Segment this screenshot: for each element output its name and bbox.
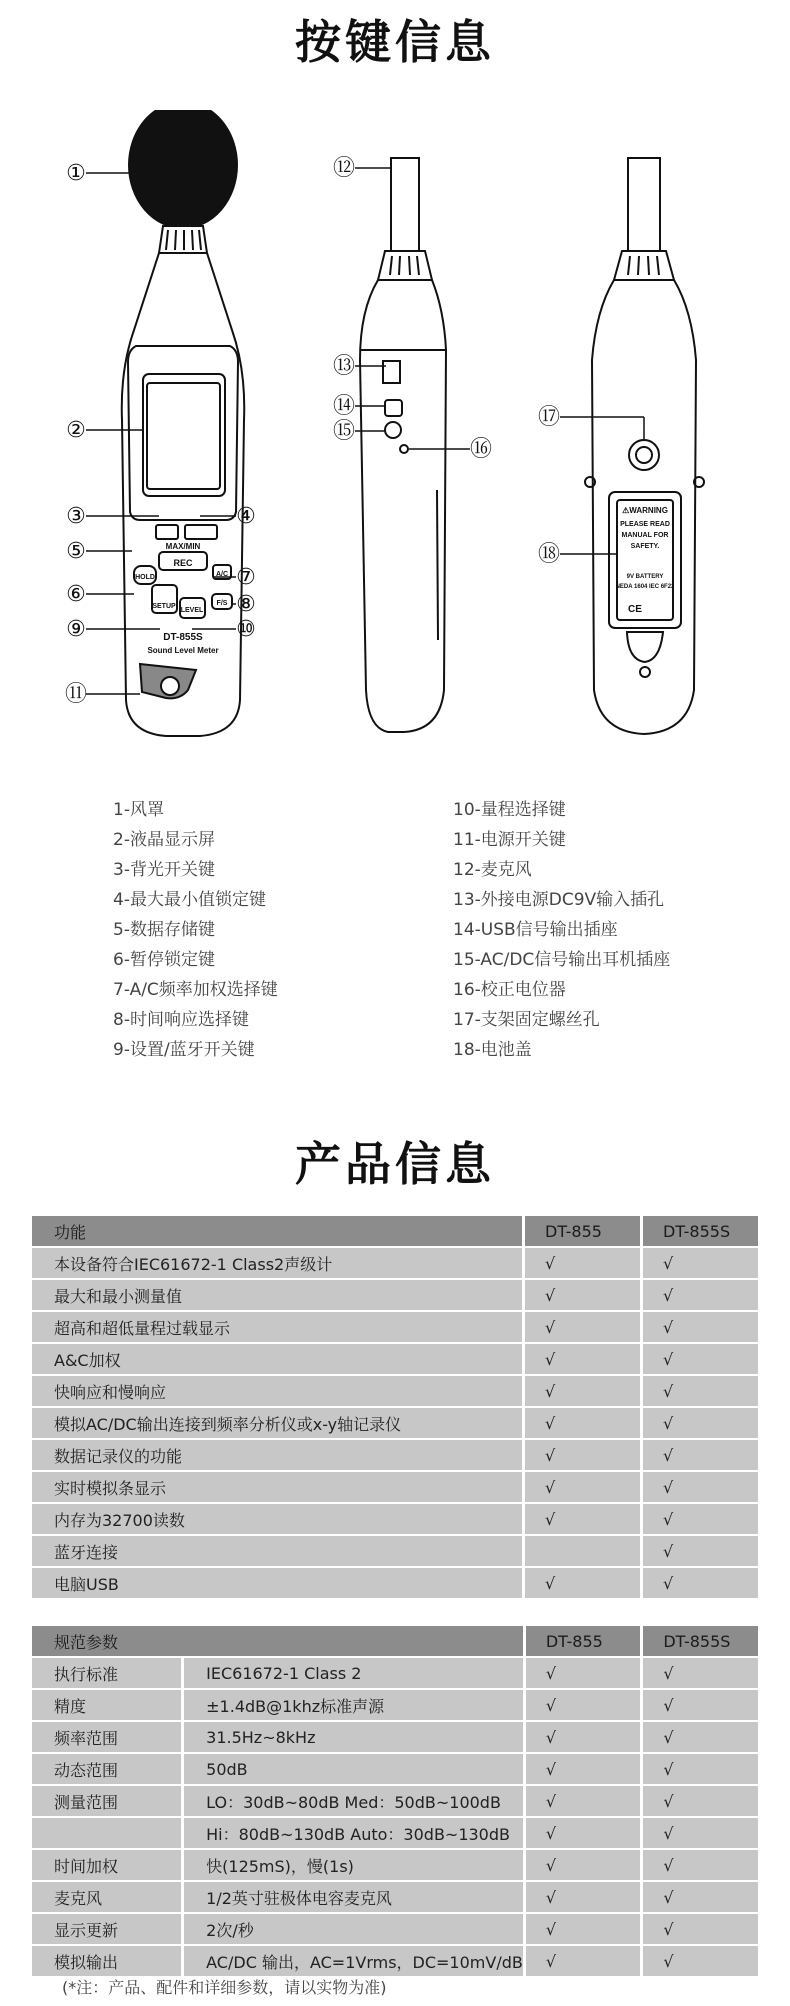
table-cell: 本设备符合IEC61672-1 Class2声级计 <box>32 1247 524 1279</box>
callout-1: ① <box>66 161 86 186</box>
table-row <box>32 1407 758 1439</box>
table-cell: 执行标准 <box>32 1657 183 1689</box>
table-cell: √ <box>642 1407 759 1439</box>
legend-item: 10-量程选择键 <box>453 800 566 820</box>
table-cell: √ <box>524 1657 641 1689</box>
header-cell: 规范参数 <box>32 1626 524 1657</box>
table-row <box>32 1817 758 1849</box>
table-cell: 内存为32700读数 <box>32 1503 524 1535</box>
ac-key-text: A/C <box>215 571 229 578</box>
legend-item: 12-麦克风 <box>453 860 532 880</box>
table-cell: √ <box>524 1945 641 1977</box>
callout-17: ⑰ <box>537 405 561 430</box>
table-cell: 50dB <box>183 1753 525 1785</box>
table-cell: √ <box>642 1471 759 1503</box>
callout-9: ⑨ <box>66 617 86 642</box>
table-header-row <box>32 1626 758 1657</box>
battery-manual-text: MANUAL FOR <box>621 532 669 539</box>
table-cell: 蓝牙连接 <box>32 1535 524 1567</box>
table-row <box>32 1657 758 1689</box>
table-row <box>32 1375 758 1407</box>
callout-6: ⑥ <box>66 582 86 607</box>
table-cell: √ <box>642 1817 758 1849</box>
table-cell: LO：30dB~80dB Med：50dB~100dB <box>183 1785 525 1817</box>
table-cell: 模拟输出 <box>32 1945 183 1977</box>
callout-4: ④ <box>236 504 256 529</box>
callout-18: ⑱ <box>537 542 561 567</box>
table-cell: √ <box>642 1343 759 1375</box>
callout-13: ⑬ <box>332 354 356 379</box>
battery-neda-text: NEDA 1604 IEC 6F22 <box>615 584 675 590</box>
table-row <box>32 1535 758 1567</box>
callout-5: ⑤ <box>66 539 86 564</box>
table-cell: √ <box>524 1343 642 1375</box>
header-cell: DT-855 <box>524 1216 642 1247</box>
header-cell: DT-855S <box>642 1626 758 1657</box>
table-cell: 2次/秒 <box>183 1913 525 1945</box>
table-cell: √ <box>524 1439 642 1471</box>
table-cell: √ <box>642 1785 758 1817</box>
rec-key-text: REC <box>173 558 193 568</box>
table-cell: 显示更新 <box>32 1913 183 1945</box>
table-cell: √ <box>642 1311 759 1343</box>
table-row <box>32 1945 758 1977</box>
legend-item: 2-液晶显示屏 <box>113 830 215 850</box>
table-cell: √ <box>642 1503 759 1535</box>
legend-right <box>453 795 670 1065</box>
table-row <box>32 1785 758 1817</box>
table-cell: √ <box>524 1471 642 1503</box>
table-cell: √ <box>524 1279 642 1311</box>
table-cell: √ <box>642 1849 758 1881</box>
legend-item: 11-电源开关键 <box>453 830 566 850</box>
legend-item: 16-校正电位器 <box>453 980 566 1000</box>
feature-table <box>32 1216 758 1600</box>
legend-item: 6-暂停锁定键 <box>113 950 215 970</box>
table-cell: √ <box>642 1881 758 1913</box>
table-cell: √ <box>642 1567 759 1599</box>
table-row <box>32 1721 758 1753</box>
table-cell: √ <box>642 1689 758 1721</box>
table-cell: √ <box>642 1753 758 1785</box>
battery-read-text: PLEASE READ <box>620 521 670 528</box>
legend-item: 13-外接电源DC9V输入插孔 <box>453 890 665 910</box>
table-cell: 超高和超低量程过载显示 <box>32 1311 524 1343</box>
legend-left <box>113 795 278 1065</box>
legend-item: 4-最大最小值锁定键 <box>113 890 266 910</box>
legend-item: 3-背光开关键 <box>113 860 215 880</box>
table-cell: 频率范围 <box>32 1721 183 1753</box>
table-cell: √ <box>524 1689 641 1721</box>
table-cell: √ <box>524 1311 642 1343</box>
table-cell: 快响应和慢响应 <box>32 1375 524 1407</box>
legend-item: 1-风罩 <box>113 800 164 820</box>
callout-14: ⑭ <box>332 394 356 419</box>
table-cell: 测量范围 <box>32 1785 183 1817</box>
table-row <box>32 1503 758 1535</box>
callout-10: ⑩ <box>236 617 256 642</box>
header-cell: DT-855 <box>524 1626 641 1657</box>
table-cell: IEC61672-1 Class 2 <box>183 1657 525 1689</box>
table-cell: √ <box>524 1753 641 1785</box>
table-cell: √ <box>524 1247 642 1279</box>
table-cell: 精度 <box>32 1689 183 1721</box>
footnote: (*注：产品、配件和详细参数，请以实物为准) <box>62 1978 387 1997</box>
level-key-text: LEVEL <box>180 607 204 614</box>
table-cell: 时间加权 <box>32 1849 183 1881</box>
legend-item: 18-电池盖 <box>453 1040 532 1060</box>
table-row <box>32 1343 758 1375</box>
table-cell: 31.5Hz~8kHz <box>183 1721 525 1753</box>
table-cell: A&C加权 <box>32 1343 524 1375</box>
table-cell: √ <box>524 1849 641 1881</box>
table-row <box>32 1849 758 1881</box>
table-row <box>32 1913 758 1945</box>
header-cell: 功能 <box>32 1216 524 1247</box>
spec-table <box>32 1626 758 1978</box>
device-model-text: DT-855S <box>163 632 203 643</box>
table-row <box>32 1753 758 1785</box>
table-cell <box>524 1535 642 1567</box>
callout-2: ② <box>66 418 86 443</box>
callout-7: ⑦ <box>236 565 256 590</box>
table-cell: √ <box>524 1785 641 1817</box>
table-row <box>32 1247 758 1279</box>
table-cell: √ <box>524 1375 642 1407</box>
table-row <box>32 1881 758 1913</box>
battery-type-text: 9V BATTERY <box>626 574 664 580</box>
table-cell: 模拟AC/DC输出连接到频率分析仪或x-y轴记录仪 <box>32 1407 524 1439</box>
table-cell: √ <box>642 1279 759 1311</box>
callout-8: ⑧ <box>236 592 256 617</box>
table-header-row <box>32 1216 758 1247</box>
device-diagram <box>0 110 790 750</box>
table-row <box>32 1567 758 1599</box>
table-cell: √ <box>642 1247 759 1279</box>
setup-key-text: SETUP <box>152 603 176 610</box>
table-row <box>32 1439 758 1471</box>
table-cell: Hi：80dB~130dB Auto：30dB~130dB <box>183 1817 525 1849</box>
legend-item: 9-设置/蓝牙开关键 <box>113 1040 255 1060</box>
table-row <box>32 1311 758 1343</box>
table-cell: √ <box>642 1375 759 1407</box>
table-cell: ±1.4dB@1khz标准声源 <box>183 1689 525 1721</box>
maxmin-key-text: MAX/MIN <box>165 542 201 551</box>
device-subtitle-text: Sound Level Meter <box>147 646 219 655</box>
table-cell: AC/DC 输出，AC=1Vrms，DC=10mV/dB <box>183 1945 525 1977</box>
callout-3: ③ <box>66 504 86 529</box>
callout-15: ⑮ <box>332 419 356 444</box>
header-cell: DT-855S <box>642 1216 759 1247</box>
table-cell: √ <box>524 1407 642 1439</box>
section-title-keys: 按键信息 <box>295 15 495 69</box>
battery-safety-text: SAFETY. <box>630 543 660 550</box>
table-cell: √ <box>642 1721 758 1753</box>
callout-16: ⑯ <box>469 437 493 462</box>
table-row <box>32 1471 758 1503</box>
table-cell: √ <box>642 1657 758 1689</box>
table-cell: √ <box>642 1439 759 1471</box>
table-cell: 动态范围 <box>32 1753 183 1785</box>
ce-mark-text: CE <box>628 604 642 615</box>
table-cell <box>32 1817 183 1849</box>
table-cell: √ <box>642 1913 758 1945</box>
table-cell: √ <box>642 1945 758 1977</box>
table-cell: √ <box>642 1535 759 1567</box>
table-cell: √ <box>524 1913 641 1945</box>
battery-warning-text: ⚠WARNING <box>622 506 668 515</box>
table-cell: 麦克风 <box>32 1881 183 1913</box>
legend-item: 8-时间响应选择键 <box>113 1010 249 1030</box>
table-cell: √ <box>524 1503 642 1535</box>
table-cell: √ <box>524 1721 641 1753</box>
legend-item: 14-USB信号输出插座 <box>453 920 618 940</box>
section-title-product: 产品信息 <box>295 1137 495 1191</box>
legend-item: 5-数据存储键 <box>113 920 215 940</box>
table-cell: 最大和最小测量值 <box>32 1279 524 1311</box>
table-cell: 电脑USB <box>32 1567 524 1599</box>
hold-key-text: HOLD <box>135 574 155 581</box>
fs-key-text: F/S <box>216 600 228 607</box>
table-cell: √ <box>524 1881 641 1913</box>
table-cell: 数据记录仪的功能 <box>32 1439 524 1471</box>
legend-item: 15-AC/DC信号输出耳机插座 <box>453 950 671 970</box>
legend-item: 7-A/C频率加权选择键 <box>113 980 278 1000</box>
table-cell: 1/2英寸驻极体电容麦克风 <box>183 1881 525 1913</box>
table-row <box>32 1689 758 1721</box>
callout-12: ⑫ <box>332 156 356 181</box>
callout-11: ⑪ <box>64 682 88 707</box>
table-cell: 快(125mS)，慢(1s) <box>183 1849 525 1881</box>
table-row <box>32 1279 758 1311</box>
table-cell: √ <box>524 1567 642 1599</box>
table-cell: 实时模拟条显示 <box>32 1471 524 1503</box>
legend-item: 17-支架固定螺丝孔 <box>453 1010 600 1030</box>
table-cell: √ <box>524 1817 641 1849</box>
